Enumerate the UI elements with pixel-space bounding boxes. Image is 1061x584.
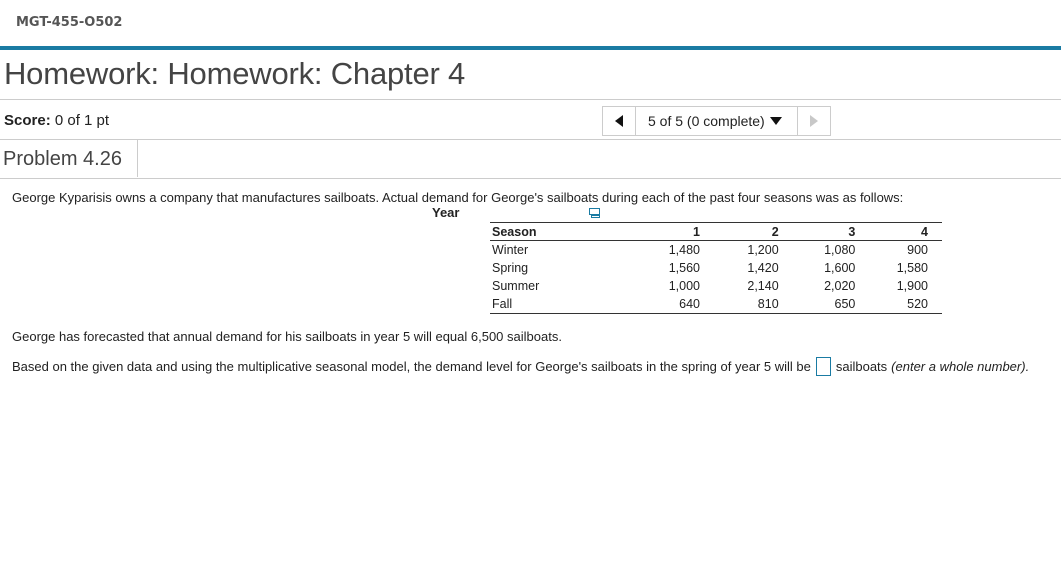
table-cell: 640 bbox=[625, 295, 716, 314]
table-cell: 1,000 bbox=[668, 279, 700, 293]
answer-input[interactable] bbox=[816, 357, 831, 376]
table-cell: Winter bbox=[492, 243, 529, 257]
question-prefix: Based on the given data and using the multiplicative seasonal model, the demand level for George's sailboats in the spring of year 5 will be bbox=[12, 359, 811, 374]
table-cell: 1,580 bbox=[896, 261, 928, 275]
table-cell: 810 bbox=[716, 295, 793, 314]
table-cell: 2,020 bbox=[824, 279, 856, 293]
table-cell: 1,200 bbox=[747, 243, 779, 257]
table-cell: 1,480 bbox=[668, 243, 700, 257]
table-cell: 1,080 bbox=[824, 243, 856, 257]
demand-table bbox=[490, 222, 942, 314]
table-cell: 1,420 bbox=[747, 261, 779, 275]
year-label: Year bbox=[432, 205, 460, 220]
score-value: 0 of 1 pt bbox=[54, 112, 110, 129]
copy-table-icon[interactable] bbox=[589, 208, 601, 218]
column-header: 2 bbox=[716, 223, 793, 241]
problem-title: Problem 4.26 bbox=[0, 140, 138, 177]
score bbox=[4, 112, 109, 129]
table-cell: 1,560 bbox=[668, 261, 700, 275]
table-header-row bbox=[490, 223, 942, 241]
column-header: 3 bbox=[793, 223, 876, 241]
column-header: Season bbox=[490, 223, 625, 241]
answer-hint: (enter a whole number). bbox=[891, 359, 1030, 374]
question-suffix: sailboats bbox=[835, 359, 888, 374]
divider bbox=[0, 99, 1061, 100]
table-cell: Spring bbox=[492, 261, 529, 275]
accent-bar bbox=[0, 46, 1061, 50]
column-header: 1 bbox=[625, 223, 716, 241]
table-row bbox=[490, 241, 942, 260]
table-cell: 2,140 bbox=[747, 279, 779, 293]
question-text bbox=[12, 357, 1029, 376]
question-navigator bbox=[602, 106, 831, 136]
column-header: 4 bbox=[875, 223, 942, 241]
table-cell: 650 bbox=[793, 295, 876, 314]
triangle-left-icon bbox=[614, 114, 624, 128]
forecast-statement: George has forecasted that annual demand for his sailboats in year 5 will equal 6,500 sailboats. bbox=[12, 329, 562, 344]
triangle-down-icon bbox=[769, 116, 783, 126]
course-code: MGT-455-O502 bbox=[16, 15, 123, 30]
table-row bbox=[490, 259, 942, 277]
table-cell: 520 bbox=[875, 295, 942, 314]
table-cell: 1,900 bbox=[896, 279, 928, 293]
score-label: Score: bbox=[4, 112, 51, 129]
next-question-button[interactable] bbox=[797, 107, 830, 135]
question-select[interactable] bbox=[636, 107, 797, 135]
divider bbox=[0, 139, 1061, 140]
previous-question-button[interactable] bbox=[603, 107, 636, 135]
table-cell: 1,600 bbox=[824, 261, 856, 275]
table-row bbox=[490, 277, 942, 295]
triangle-right-icon bbox=[809, 114, 819, 128]
problem-intro: George Kyparisis owns a company that manufactures sailboats. Actual demand for George's sailboats during each of the past four seasons was as follows: bbox=[12, 190, 904, 205]
divider bbox=[0, 178, 1061, 179]
table-cell: Fall bbox=[490, 295, 625, 314]
question-position: 5 of 5 (0 complete) bbox=[648, 113, 765, 129]
table-cell: 900 bbox=[907, 243, 928, 257]
page-title: Homework: Homework: Chapter 4 bbox=[4, 56, 466, 91]
table-row bbox=[490, 295, 942, 314]
table-cell: Summer bbox=[492, 279, 540, 293]
